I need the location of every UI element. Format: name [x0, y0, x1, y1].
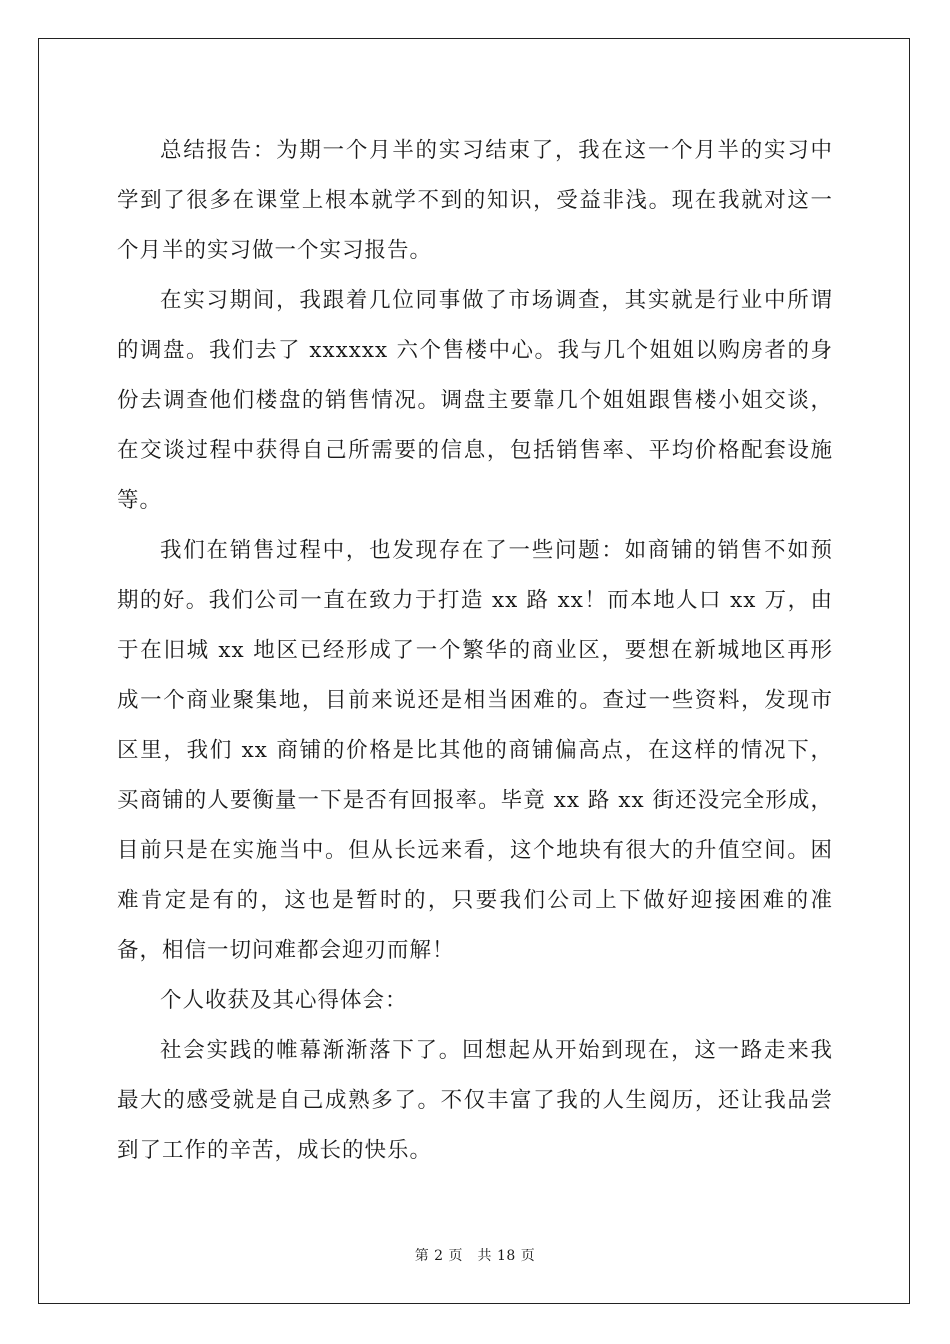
page-number-footer: 第 2 页 共 18 页	[414, 1248, 536, 1264]
paragraph-summary: 总结报告：为期一个月半的实习结束了，我在这一个月半的实习中学到了很多在课堂上根本就学不到的知识，受益非浅。现在我就对这一个月半的实习做一个实习报告。	[117, 138, 833, 263]
paragraph-sales-issues: 我们在销售过程中，也发现存在了一些问题：如商铺的销售不如预期的好。我们公司一直在致力于打造 xx 路 xx！而本地人口 xx 万，由于在旧城 xx 地区已经形成了一个繁华的商业区，要想在新城地区再形成一个商业聚集地，目前来说还是相当困难的。查过一些资料，发现市区里，我们 xx 商铺的价格是比其他的商铺偏高点，在这样的情况下，买商铺的人要衡量一下是否有回报率。毕竟 xx 路 xx 街还没完全形成，目前只是在实施当中。但从长远来看，这个地块有很大的升值空间。困难肯定是有的，这也是暂时的，只要我们公司上下做好迎接困难的准备，相信一切问难都会迎刃而解！	[117, 538, 833, 963]
paragraph-internship-period: 在实习期间，我跟着几位同事做了市场调查，其实就是行业中所谓的调盘。我们去了 xxxxxx 六个售楼中心。我与几个姐姐以购房者的身份去调查他们楼盘的销售情况。调盘主要靠几个姐姐跟售楼小姐交谈，在交谈过程中获得自己所需要的信息，包括销售率、平均价格配套设施等。	[117, 288, 833, 513]
paragraph-reflection: 社会实践的帷幕渐渐落下了。回想起从开始到现在，这一路走来我最大的感受就是自己成熟多了。不仅丰富了我的人生阅历，还让我品尝到了工作的辛苦，成长的快乐。	[117, 1038, 833, 1163]
paragraph-heading-gains: 个人收获及其心得体会：	[160, 988, 408, 1013]
document-body	[117, 126, 833, 1176]
